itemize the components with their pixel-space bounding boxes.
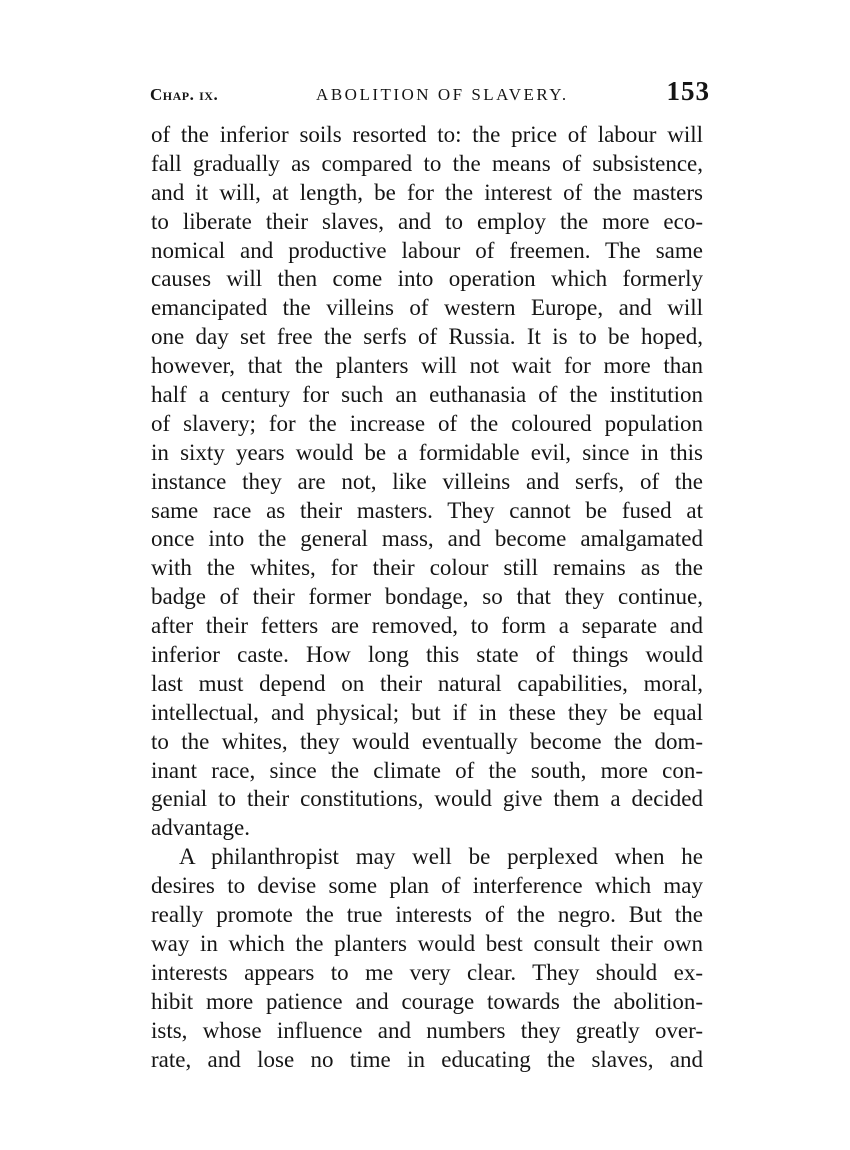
- text-line: fall gradually as compared to the means of subsistence,: [151, 150, 703, 176]
- text-line: inant race, since the climate of the south, more con-: [151, 757, 703, 783]
- text-line: last must depend on their natural capabilities, moral,: [151, 670, 703, 696]
- text-line: of slavery; for the increase of the coloured population: [151, 410, 703, 436]
- page-number: 153: [666, 76, 710, 106]
- body-text: [151, 121, 703, 1074]
- text-line: intellectual, and physical; but if in these they be equal: [151, 699, 703, 725]
- text-line: emancipated the villeins of western Europe, and will: [151, 295, 703, 321]
- text-line: genial to their constitutions, would give them a decided: [151, 786, 703, 812]
- text-line: ists, whose influence and numbers they greatly over-: [151, 1017, 703, 1043]
- text-line: badge of their former bondage, so that they continue,: [151, 584, 703, 610]
- text-line: one day set free the serfs of Russia. It is to be hoped,: [151, 324, 703, 350]
- text-line: half a century for such an euthanasia of the institution: [151, 382, 703, 408]
- paragraph-start-line: A philanthropist may well be perplexed when he: [179, 844, 703, 870]
- text-line: rate, and lose no time in educating the slaves, and: [151, 1046, 703, 1072]
- text-line: nomical and productive labour of freemen. The same: [151, 237, 703, 263]
- text-line: same race as their masters. They cannot be fused at: [151, 497, 703, 523]
- text-line: desires to devise some plan of interference which may: [151, 873, 703, 899]
- running-head: [150, 76, 710, 110]
- running-title: ABOLITION OF SLAVERY.: [316, 85, 569, 104]
- text-line: way in which the planters would best consult their own: [151, 930, 703, 956]
- text-line: really promote the true interests of the negro. But the: [151, 902, 703, 928]
- text-line: instance they are not, like villeins and serfs, of the: [151, 468, 703, 494]
- paragraph-end-line: advantage.: [151, 815, 250, 841]
- text-line: to the whites, they would eventually become the dom-: [151, 728, 703, 754]
- text-line: causes will then come into operation which formerly: [151, 266, 703, 292]
- text-line: to liberate their slaves, and to employ the more eco-: [151, 208, 703, 234]
- text-line: and it will, at length, be for the interest of the masters: [151, 179, 703, 205]
- text-line: once into the general mass, and become amalgamated: [151, 526, 703, 552]
- text-line: hibit more patience and courage towards the abolition-: [151, 988, 703, 1014]
- text-line: of the inferior soils resorted to: the price of labour will: [151, 122, 703, 147]
- text-line: with the whites, for their colour still remains as the: [151, 555, 703, 581]
- text-line: after their fetters are removed, to form a separate and: [151, 613, 703, 639]
- text-line: inferior caste. How long this state of things would: [151, 642, 703, 668]
- text-line: however, that the planters will not wait for more than: [151, 353, 703, 379]
- chapter-label: Chap. ix.: [150, 85, 219, 104]
- text-line: interests appears to me very clear. They should ex-: [151, 959, 703, 985]
- text-line: in sixty years would be a formidable evil, since in this: [151, 439, 703, 465]
